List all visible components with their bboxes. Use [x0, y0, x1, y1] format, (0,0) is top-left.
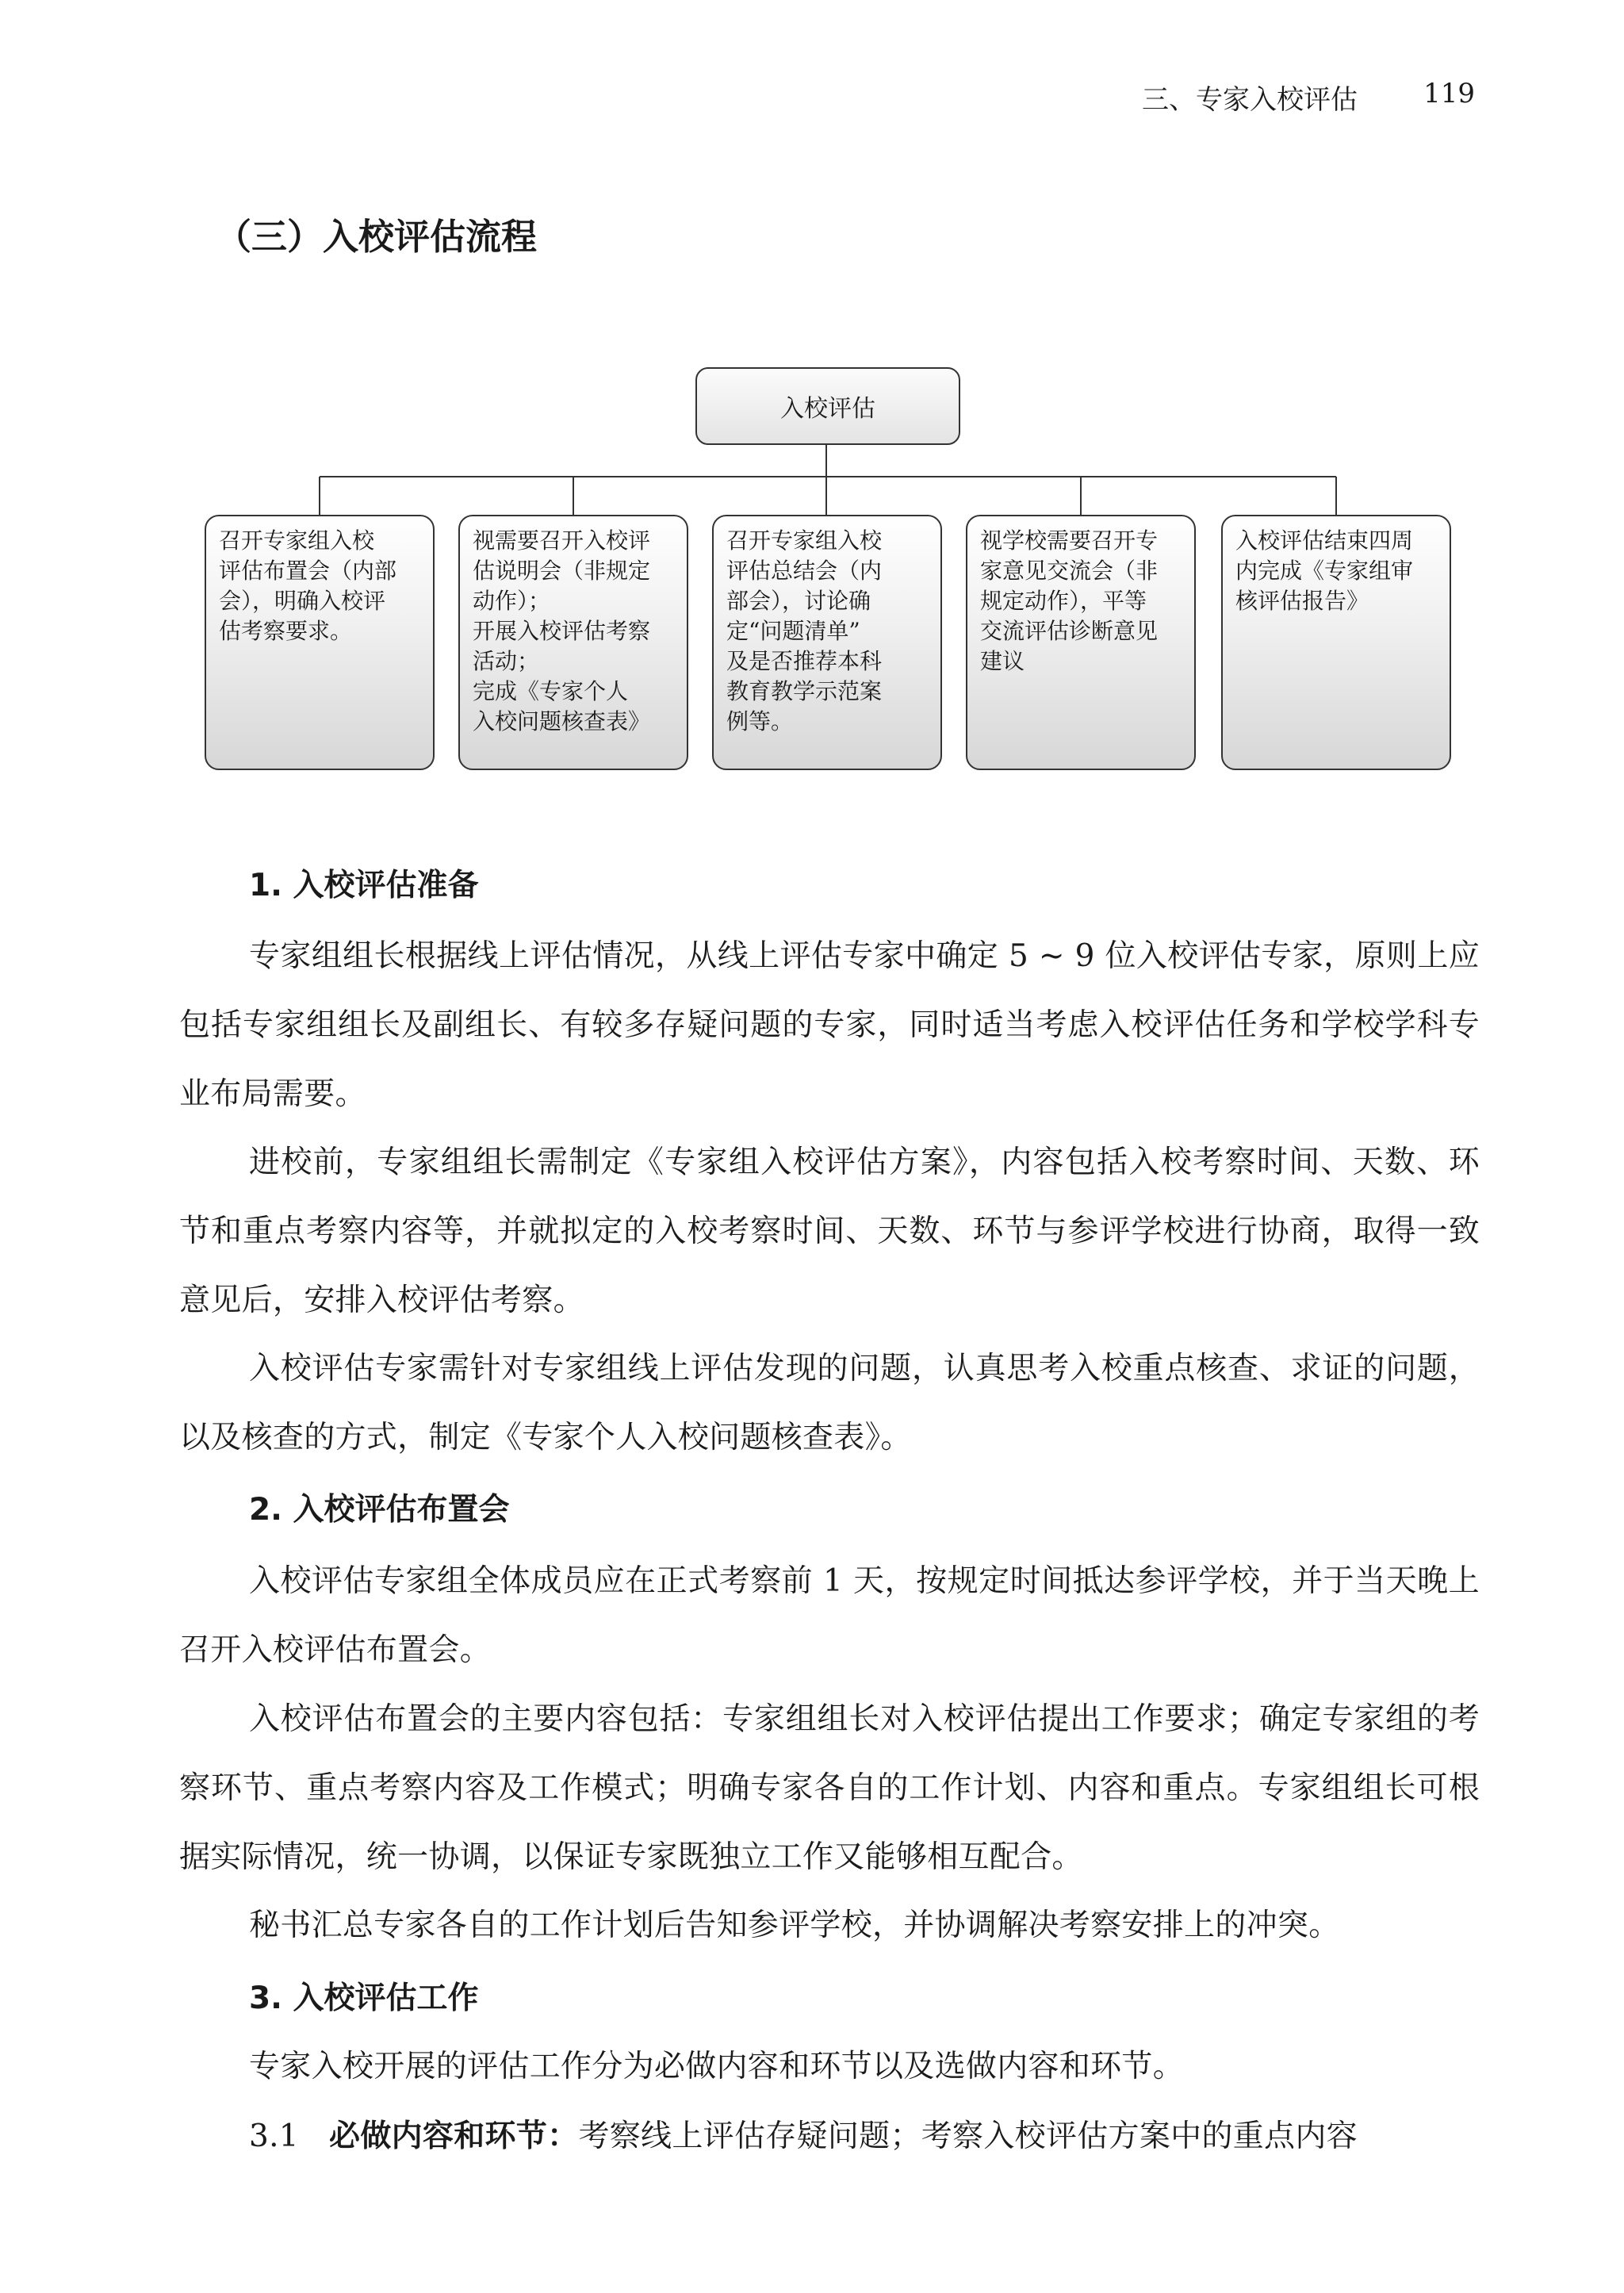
flow-root-box: 入校评估 — [695, 367, 960, 445]
paragraph-3 — [179, 1334, 1480, 1472]
flow-step-line: 家意见交流会（非 — [980, 558, 1159, 584]
flow-step-5 — [1221, 515, 1451, 770]
flow-step-line: 规定动作），平等 — [980, 588, 1147, 614]
paragraph-4 — [179, 1547, 1480, 1685]
flow-step-3 — [712, 515, 942, 770]
flow-step-line: 活动； — [473, 648, 540, 674]
flow-step-1 — [205, 515, 435, 770]
flow-step-line: 内完成《专家组审 — [1235, 558, 1414, 584]
paragraph-1-text: 专家组组长根据线上评估情况，从线上评估专家中确定 5 ~ 9 位入校评估专家，原则上应包括专家组组长及副组长、有较多存疑问题的专家，同时适当考虑入校评估任务和学校学科专业布局需要。 — [179, 938, 1480, 1112]
flow-step-line: 定“问题清单” — [726, 618, 860, 644]
heading-1 — [179, 861, 1480, 908]
flow-step-line: 教育教学示范案 — [726, 678, 883, 704]
paragraph-3-text: 入校评估专家需针对专家组线上评估发现的问题，认真思考入校重点核查、求证的问题，以及核查的方式，制定《专家个人入校问题核查表》。 — [179, 1351, 1480, 1455]
clause-bold-label: 必做内容和环节： — [329, 2119, 579, 2154]
paragraph-6 — [179, 1891, 1480, 1960]
running-header-section: 三、专家入校评估 — [1142, 84, 1358, 116]
flow-step-line: 召开专家组入校 — [219, 527, 375, 554]
paragraph-7 — [179, 2032, 1480, 2101]
flow-step-line: 例等。 — [726, 708, 794, 734]
flow-step-line: 估说明会（非规定 — [473, 558, 651, 584]
paragraph-1 — [179, 922, 1480, 1129]
flow-step-line: 核评估报告》 — [1235, 588, 1369, 614]
clause-number: 3.1 — [249, 2119, 299, 2154]
flow-step-line: 会），明确入校评 — [219, 588, 386, 614]
flow-step-line: 交流评估诊断意见 — [980, 618, 1159, 644]
flow-step-line: 入校问题核查表》 — [473, 708, 651, 734]
flow-step-line: 评估总结会（内 — [726, 558, 883, 584]
heading-2 — [179, 1485, 1480, 1532]
paragraph-2 — [179, 1128, 1480, 1335]
paragraph-2-text: 进校前，专家组组长需制定《专家组入校评估方案》，内容包括入校考察时间、天数、环节和重点考察内容等，并就拟定的入校考察时间、天数、环节与参评学校进行协商，取得一致意见后，安排入校评估考察。 — [179, 1145, 1480, 1318]
section-title: （三）入校评估流程 — [216, 216, 538, 258]
paragraph-6-text: 秘书汇总专家各自的工作计划后告知参评学校，并协调解决考察安排上的冲突。 — [249, 1908, 1340, 1943]
heading-3-text: 3. 入校评估工作 — [249, 1980, 479, 2016]
heading-3 — [179, 1973, 1480, 2021]
heading-1-text: 1. 入校评估准备 — [249, 868, 479, 903]
flow-step-line: 入校评估结束四周 — [1235, 527, 1414, 554]
flow-step-line: 建议 — [980, 648, 1025, 674]
paragraph-8-text — [179, 2102, 1480, 2171]
clause-text: 考察线上评估存疑问题；考察入校评估方案中的重点内容 — [578, 2119, 1358, 2154]
flow-step-line: 视学校需要召开专 — [980, 527, 1159, 554]
flow-step-2 — [458, 515, 688, 770]
page-number: 119 — [1423, 78, 1475, 109]
flow-step-line: 视需要召开入校评 — [473, 527, 651, 554]
flow-step-line: 完成《专家个人 — [473, 678, 629, 704]
paragraph-5-text: 入校评估布置会的主要内容包括：专家组组长对入校评估提出工作要求；确定专家组的考察环节、重点考察内容及工作模式；明确专家各自的工作计划、内容和重点。专家组组长可根据实际情况，统一协调，以保证专家既独立工作又能够相互配合。 — [179, 1701, 1480, 1875]
flow-step-line: 及是否推荐本科 — [726, 648, 883, 674]
flow-step-line: 估考察要求。 — [219, 618, 353, 644]
flow-step-4 — [966, 515, 1196, 770]
paragraph-7-text: 专家入校开展的评估工作分为必做内容和环节以及选做内容和环节。 — [249, 2049, 1185, 2084]
flow-step-line: 开展入校评估考察 — [473, 618, 651, 644]
heading-2-text: 2. 入校评估布置会 — [249, 1492, 510, 1528]
flow-step-line: 动作）； — [473, 588, 551, 614]
paragraph-5 — [179, 1685, 1480, 1892]
paragraph-4-text: 入校评估专家组全体成员应在正式考察前 1 天，按规定时间抵达参评学校，并于当天晚上召开入校评估布置会。 — [179, 1563, 1480, 1668]
flow-step-line: 部会），讨论确 — [726, 588, 871, 614]
flow-step-line: 召开专家组入校 — [726, 527, 883, 554]
paragraph-8 — [179, 2102, 1480, 2171]
flow-step-line: 评估布置会（内部 — [219, 558, 397, 584]
